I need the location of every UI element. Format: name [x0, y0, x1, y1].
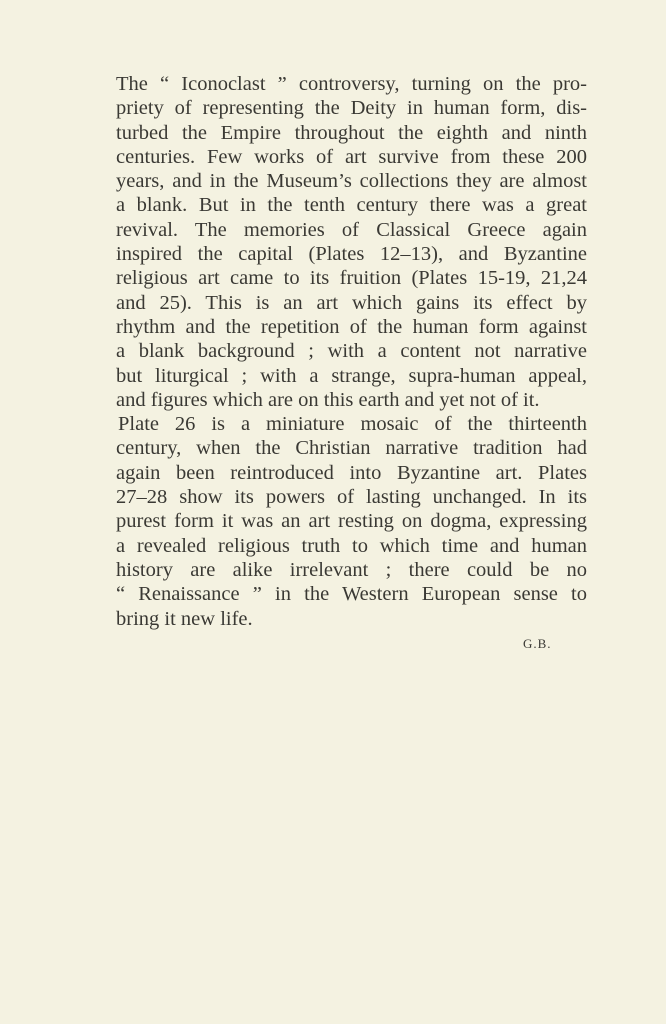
paragraph-plate-26 — [116, 412, 587, 631]
text-line: century, when the Christian narrative tradition had — [116, 437, 587, 460]
text-line: rhythm and the repetition of the human form against — [116, 315, 587, 338]
text-line: again been reintroduced into Byzantine art. Plates — [116, 461, 587, 484]
text-line: turbed the Empire throughout the eighth and ninth — [116, 121, 587, 144]
text-line: revival. The memories of Classical Greece again — [116, 218, 587, 241]
text-line: a revealed religious truth to which time and human — [116, 534, 587, 557]
text-line: religious art came to its fruition (Plates 15-19, 21,24 — [116, 267, 587, 290]
text-line: but liturgical ; with a strange, supra-human appeal, — [116, 364, 587, 387]
text-line: priety of representing the Deity in human form, dis- — [116, 97, 587, 120]
paragraph-iconoclast — [116, 72, 587, 412]
text-line: 27–28 show its powers of lasting unchanged. In its — [116, 486, 587, 509]
text-line: a blank. But in the tenth century there was a great — [116, 194, 587, 217]
body-text — [116, 72, 587, 631]
text-line: and 25). This is an art which gains its effect by — [116, 291, 587, 314]
text-line: The “ Iconoclast ” controversy, turning on the pro- — [116, 73, 587, 95]
text-line: centuries. Few works of art survive from these 200 — [116, 145, 587, 168]
text-line: history are alike irrelevant ; there could be no — [116, 558, 587, 581]
text-line: “ Renaissance ” in the Western European sense to — [116, 583, 587, 606]
text-line: a blank background ; with a content not narrative — [116, 340, 587, 363]
text-line: inspired the capital (Plates 12–13), and Byzantine — [116, 243, 587, 266]
text-line: and figures which are on this earth and yet not of it. — [116, 388, 540, 411]
author-signature: G.B. — [523, 636, 552, 651]
text-line: Plate 26 is a miniature mosaic of the thirteenth — [118, 413, 587, 436]
text-line: years, and in the Museum’s collections they are almost — [116, 170, 587, 193]
text-line: bring it new life. — [116, 607, 253, 630]
text-line: purest form it was an art resting on dogma, expressing — [116, 510, 587, 533]
